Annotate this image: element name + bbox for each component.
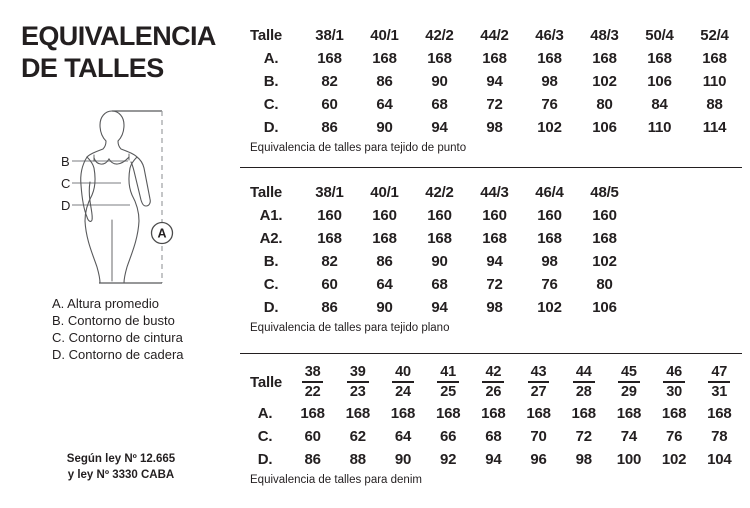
table-header-label: Talle: [250, 27, 283, 44]
law-note-line1: Según ley Nº 12.665: [66, 453, 176, 465]
value-cell: 168: [435, 405, 461, 422]
value-cell: 168: [317, 230, 342, 247]
value-cell: 62: [349, 428, 366, 445]
body-measurement-diagram: [42, 100, 177, 290]
bust-curve-ticks: [94, 154, 129, 161]
table-caption: Equivalencia de talles para denim: [250, 474, 422, 486]
value-cell: 72: [575, 428, 592, 445]
value-cell: 104: [707, 451, 732, 468]
value-cell: 168: [647, 50, 672, 67]
table-header-label: Talle: [250, 373, 283, 391]
value-cell: 100: [616, 451, 642, 468]
value-cell: 92: [440, 451, 457, 468]
page-title-line1: EQUIVALENCIA: [21, 21, 216, 51]
column-header: [380, 362, 425, 402]
value-cell: 110: [647, 119, 672, 136]
body-silhouette: [81, 111, 151, 283]
value-cell: 90: [431, 73, 448, 90]
size-table-grid: [240, 181, 632, 319]
column-header: 38/1: [315, 27, 344, 44]
fraction-size: $\frac{46}{30}$: [663, 365, 685, 400]
head-right-outline: [112, 111, 137, 157]
value-cell: 94: [485, 451, 502, 468]
row-label: C.: [257, 428, 273, 445]
value-cell: 168: [537, 230, 562, 247]
value-cell: 60: [321, 96, 338, 113]
value-cell: 160: [537, 207, 562, 224]
column-header: 38/1: [315, 184, 344, 201]
size-table-grid: [240, 24, 742, 139]
column-header: [606, 362, 651, 402]
table-caption: Equivalencia de talles para tejido plano: [250, 322, 450, 334]
legend-item-altura: A. Altura promedio: [52, 296, 159, 311]
fraction-size: $\frac{44}{28}$: [573, 365, 595, 400]
value-cell: 98: [541, 253, 558, 270]
value-cell: 160: [372, 207, 397, 224]
row-label: D.: [263, 119, 279, 136]
value-cell: 90: [376, 299, 393, 316]
value-cell: 94: [486, 253, 503, 270]
value-cell: 160: [592, 207, 617, 224]
measurement-legend: [52, 295, 184, 363]
value-cell: 96: [530, 451, 547, 468]
row-label: C.: [263, 96, 279, 113]
table-divider-1: [240, 167, 742, 168]
value-cell: 78: [711, 428, 728, 445]
value-cell: 98: [486, 119, 503, 136]
column-header: 42/2: [425, 27, 454, 44]
page-title-line2: DE TALLES: [21, 53, 164, 83]
value-cell: 168: [345, 405, 370, 422]
value-cell: 74: [620, 428, 638, 445]
value-cell: 86: [321, 299, 338, 316]
value-cell: 168: [482, 50, 507, 67]
value-cell: 80: [596, 276, 613, 293]
value-cell: 102: [537, 299, 562, 316]
value-cell: 88: [349, 451, 366, 468]
value-cell: 160: [482, 207, 507, 224]
value-cell: 168: [616, 405, 642, 422]
value-cell: 102: [592, 253, 617, 270]
value-cell: 102: [661, 451, 687, 468]
table-denim: [240, 362, 742, 486]
column-header: [290, 362, 335, 402]
value-cell: 64: [394, 428, 412, 445]
fraction-size: $\frac{41}{25}$: [437, 365, 459, 400]
column-header: [561, 362, 606, 402]
value-cell: 60: [304, 428, 321, 445]
value-cell: 76: [541, 96, 558, 113]
column-header: [426, 362, 471, 402]
column-header: 46/4: [535, 184, 564, 201]
value-cell: 76: [665, 428, 683, 445]
value-cell: 90: [431, 253, 448, 270]
value-cell: 106: [647, 73, 672, 90]
value-cell: 168: [661, 405, 687, 422]
value-cell: 168: [427, 50, 452, 67]
torso-right-outline: [124, 157, 139, 283]
fraction-size: $\frac{38}{22}$: [302, 365, 324, 400]
column-header: 44/3: [480, 184, 509, 201]
value-cell: 168: [372, 50, 397, 67]
value-cell: 168: [571, 405, 596, 422]
row-label: D.: [257, 451, 273, 468]
value-cell: 98: [541, 73, 558, 90]
value-cell: 168: [592, 230, 617, 247]
column-header: 40/1: [370, 27, 399, 44]
value-cell: 160: [427, 207, 452, 224]
row-label: A2.: [259, 230, 283, 247]
fraction-size: $\frac{45}{29}$: [618, 365, 640, 400]
value-cell: 86: [376, 253, 393, 270]
value-cell: 70: [530, 428, 547, 445]
column-header: [697, 362, 742, 402]
column-header: 40/1: [370, 184, 399, 201]
value-cell: 94: [486, 73, 503, 90]
value-cell: 168: [481, 405, 506, 422]
size-table-grid: [240, 362, 742, 471]
value-cell: 168: [482, 230, 507, 247]
row-label: A.: [263, 50, 279, 67]
column-header: [335, 362, 380, 402]
value-cell: 168: [427, 230, 452, 247]
value-cell: 86: [304, 451, 321, 468]
value-cell: 68: [431, 276, 448, 293]
column-header: 44/2: [480, 27, 509, 44]
table-tejido-plano: [240, 181, 632, 334]
table-header-label: Talle: [250, 184, 283, 201]
value-cell: 68: [485, 428, 502, 445]
value-cell: 168: [317, 50, 342, 67]
value-cell: 84: [651, 96, 668, 113]
value-cell: 168: [390, 405, 416, 422]
row-label: B.: [263, 253, 279, 270]
column-header: [471, 362, 516, 402]
value-cell: 168: [702, 50, 727, 67]
value-cell: 66: [440, 428, 457, 445]
value-cell: 64: [376, 96, 393, 113]
head-left-outline: [87, 111, 112, 157]
value-cell: 68: [431, 96, 448, 113]
value-cell: 168: [707, 405, 732, 422]
value-cell: 98: [575, 451, 592, 468]
value-cell: 106: [592, 299, 617, 316]
value-cell: 102: [537, 119, 562, 136]
value-cell: 168: [300, 405, 325, 422]
fraction-size: $\frac{42}{26}$: [482, 365, 504, 400]
row-label: B.: [263, 73, 279, 90]
row-label: C.: [263, 276, 279, 293]
value-cell: 102: [592, 73, 617, 90]
left-arm-outline: [81, 157, 93, 221]
measure-label-d: D: [61, 198, 71, 213]
value-cell: 90: [394, 451, 412, 468]
value-cell: 72: [486, 276, 503, 293]
column-header: 48/3: [590, 27, 619, 44]
value-cell: 76: [541, 276, 558, 293]
size-tables-panel: [240, 0, 743, 508]
law-note-line2: y ley Nº 3330 CABA: [67, 469, 175, 481]
value-cell: 168: [592, 50, 617, 67]
value-cell: 88: [706, 96, 723, 113]
legend-item-cadera: D. Contorno de cadera: [52, 347, 184, 362]
table-caption: Equivalencia de talles para tejido de punto: [250, 142, 467, 154]
value-cell: 160: [317, 207, 342, 224]
column-header: 46/3: [535, 27, 564, 44]
value-cell: 110: [702, 73, 727, 90]
law-note: [0, 451, 242, 483]
fraction-size: $\frac{39}{23}$: [347, 365, 369, 400]
column-header: 42/2: [425, 184, 454, 201]
value-cell: 168: [526, 405, 551, 422]
fraction-size: $\frac{43}{27}$: [528, 365, 550, 400]
value-cell: 94: [431, 119, 448, 136]
legend-item-cintura: C. Contorno de cintura: [52, 330, 183, 345]
value-cell: 60: [321, 276, 338, 293]
column-header: [652, 362, 697, 402]
value-cell: 98: [486, 299, 503, 316]
value-cell: 86: [321, 119, 338, 136]
row-label: A.: [257, 405, 273, 422]
value-cell: 106: [592, 119, 617, 136]
measure-label-a: A: [157, 226, 167, 241]
value-cell: 82: [321, 73, 338, 90]
value-cell: 72: [486, 96, 503, 113]
legend-item-busto: B. Contorno de busto: [52, 313, 175, 328]
column-header: 50/4: [645, 27, 674, 44]
value-cell: 114: [702, 119, 727, 136]
value-cell: 86: [376, 73, 393, 90]
value-cell: 82: [321, 253, 338, 270]
column-header: 52/4: [700, 27, 729, 44]
fraction-size: $\frac{47}{31}$: [708, 365, 730, 400]
column-header: 48/5: [590, 184, 619, 201]
table-tejido-de-punto: [240, 24, 742, 154]
value-cell: 80: [596, 96, 613, 113]
fraction-size: $\frac{40}{24}$: [392, 365, 414, 400]
row-label: D.: [263, 299, 279, 316]
table-divider-2: [240, 353, 742, 354]
value-cell: 168: [372, 230, 397, 247]
value-cell: 94: [431, 299, 448, 316]
value-cell: 90: [376, 119, 393, 136]
row-label: A1.: [259, 207, 283, 224]
value-cell: 64: [376, 276, 393, 293]
measure-label-b: B: [61, 154, 70, 169]
measure-label-c: C: [61, 176, 71, 191]
value-cell: 168: [537, 50, 562, 67]
column-header: [516, 362, 561, 402]
page-title: [21, 20, 216, 84]
